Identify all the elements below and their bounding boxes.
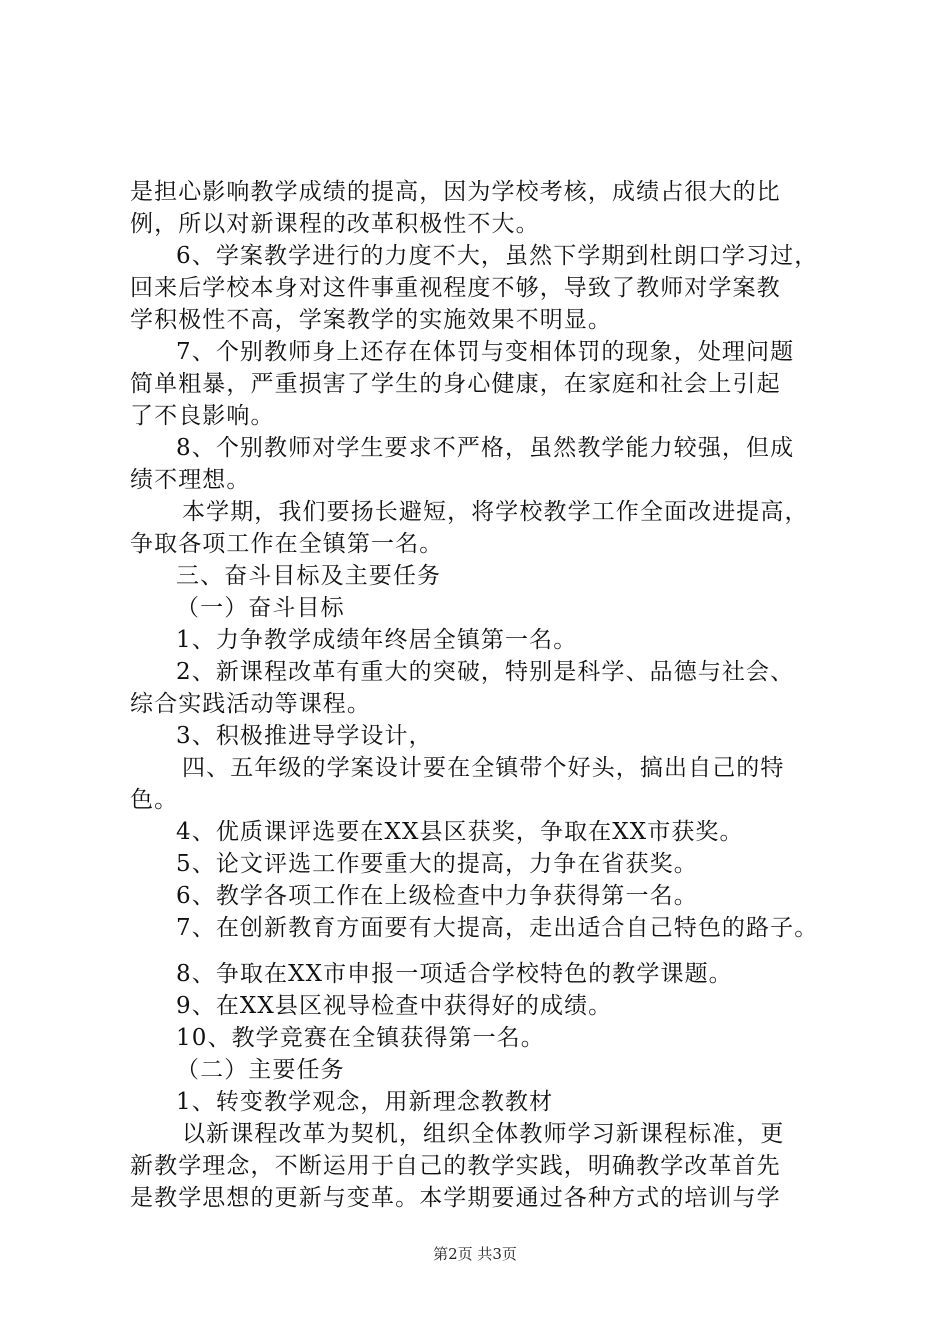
text-line: 色。	[130, 787, 179, 813]
text-line: 2、新课程改革有重大的突破，特别是科学、品德与社会、	[176, 659, 795, 685]
text-line: 10、教学竞赛在全镇获得第一名。	[176, 1025, 545, 1051]
text-line: 1、力争教学成绩年终居全镇第一名。	[176, 627, 578, 653]
text-line: 以新课程改革为契机，组织全体教师学习新课程标准，更	[182, 1121, 785, 1147]
text-line: 6、学案教学进行的力度不大，虽然下学期到杜朗口学习过，	[176, 243, 819, 269]
text-line: 8、争取在XX市申报一项适合学校特色的教学课题。	[176, 961, 733, 987]
text-line: 6、教学各项工作在上级检查中力争获得第一名。	[176, 883, 698, 909]
section-heading: 三、奋斗目标及主要任务	[176, 563, 442, 589]
text-line: 7、个别教师身上还存在体罚与变相体罚的现象，处理问题	[176, 339, 795, 365]
text-line: 9、在XX县区视导检查中获得好的成绩。	[176, 993, 613, 1019]
subsection-heading: （一）奋斗目标	[176, 595, 345, 621]
subsection-heading: （二）主要任务	[176, 1057, 345, 1083]
text-line: 争取各项工作在全镇第一名。	[130, 531, 444, 557]
page-footer: 第2页 共3页	[433, 1245, 517, 1263]
text-line: 学积极性不高，学案教学的实施效果不明显。	[130, 307, 612, 333]
text-line: 5、论文评选工作要重大的提高，力争在省获奖。	[176, 851, 698, 877]
text-line: 4、优质课评选要在XX县区获奖，争取在XX市获奖。	[176, 819, 744, 845]
text-line: 1、转变教学观念，用新理念教教材	[176, 1089, 554, 1115]
text-line: 新教学理念，不断运用于自己的教学实践，明确教学改革首先	[130, 1153, 781, 1179]
text-line: 是教学思想的更新与变革。本学期要通过各种方式的培训与学	[130, 1185, 781, 1211]
text-line: 简单粗暴，严重损害了学生的身心健康，在家庭和社会上引起	[130, 371, 781, 397]
text-line: 绩不理想。	[130, 467, 251, 493]
text-line: 本学期，我们要扬长避短，将学校教学工作全面改进提高，	[182, 499, 809, 525]
text-line: 8、个别教师对学生要求不严格，虽然教学能力较强，但成	[176, 435, 795, 461]
text-line: 3、积极推进导学设计，	[176, 723, 433, 749]
text-line: 是担心影响教学成绩的提高，因为学校考核，成绩占很大的比	[130, 179, 781, 205]
document-body	[130, 176, 850, 1214]
text-line: 例，所以对新课程的改革积极性不大。	[130, 211, 540, 237]
text-line: 综合实践活动等课程。	[130, 691, 371, 717]
text-line: 回来后学校本身对这件事重视程度不够，导致了教师对学案教	[130, 275, 781, 301]
text-line: 7、在创新教育方面要有大提高，走出适合自己特色的路子。	[176, 915, 819, 941]
paragraph-gap	[130, 944, 850, 958]
text-line: 四、五年级的学案设计要在全镇带个好头，搞出自己的特	[182, 755, 785, 781]
text-line: 了不良影响。	[130, 403, 275, 429]
